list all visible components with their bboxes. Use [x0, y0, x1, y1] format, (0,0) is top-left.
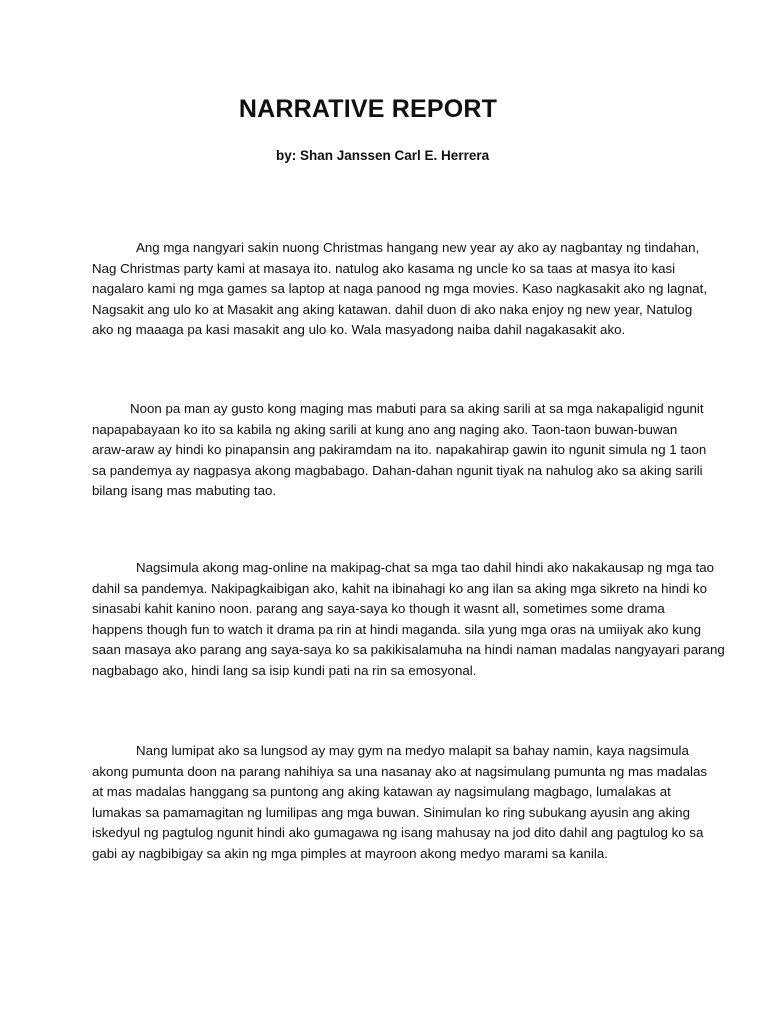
document-title: NARRATIVE REPORT: [238, 95, 498, 123]
paragraph-line: Ang mga nangyari sakin nuong Christmas hangang new year ay ako ay nagbantay ng tindahan,: [136, 240, 700, 255]
paragraph-line: happens though fun to watch it drama pa rin at hindi maganda. sila yung mga oras na umiiyak ako kung: [92, 621, 702, 637]
paragraph-4: [92, 741, 708, 865]
paragraph-line: Noon pa man ay gusto kong maging mas mabuti para sa aking sarili at sa mga nakapaligid ngunit: [130, 401, 704, 416]
paragraph-line: akong pumunta doon na parang nahihiya sa una nasanay ako at nagsimulang pumunta ng mas madalas: [92, 763, 708, 779]
paragraph-line: sinasabi kahit kanino noon. parang ang saya-saya ko though it wasnt all, sometimes some drama: [92, 601, 665, 617]
paragraph-line: gabi ay nagbibigay sa akin ng mga pimples at mayroon akong medyo marami sa kanila.: [92, 845, 608, 861]
paragraph-line: Nagsimula akong mag-online na makipag-chat sa mga tao dahil hindi ako nakakausap ng mga tao: [136, 560, 715, 575]
paragraph-line: Nagsakit ang ulo ko at Masakit ang aking katawan. dahil duon di ako naka enjoy ng new year, Natulog: [92, 301, 693, 317]
paragraph-line: saan masaya ako parang ang saya-saya ko sa pakikisalamuha na hindi naman madalas nangyayari parang: [92, 642, 725, 658]
paragraph-line: lumakas sa pamamagitan ng lumilipas ang mga buwan. Sinimulan ko ring subukang ayusin ang aking: [92, 804, 690, 820]
paragraph-line: araw-araw ay hindi ko pinapansin ang pakiramdam na ito. napakahirap gawin ito ngunit simula ng 1 taon: [92, 442, 707, 458]
paragraph-line: iskedyul ng pagtulog ngunit hindi ako gumagawa ng isang mahusay na jod dito dahil ang pagtulog ko sa: [92, 825, 704, 841]
author-byline: by: Shan Janssen Carl E. Herrera: [276, 148, 490, 163]
paragraph-line: nagalaro kami ng mga games sa laptop at naga panood ng mga movies. Kaso nagkasakit ako ng lagnat,: [92, 281, 708, 297]
paragraph-line: Nag Christmas party kami at masaya ito. natulog ako kasama ng uncle ko sa taas at masya ito kasi: [92, 260, 676, 276]
paragraph-line: sa pandemya ay nagpasya akong magbabago. Dahan-dahan ngunit tiyak na nahulog ako sa aking sarili: [92, 462, 703, 478]
paragraph-2: [92, 399, 707, 502]
paragraph-line: nagbabago ako, hindi lang sa isip kundi pati na rin sa emosyonal.: [92, 662, 477, 678]
paragraph-line: dahil sa pandemya. Nakipagkaibigan ako, kahit na ibinahagi ko ang ilan sa aking mga sikreto na hindi ko: [92, 580, 708, 596]
paragraph-line: bilang isang mas mabuting tao.: [92, 483, 277, 499]
paragraph-line: at mas madalas hanggang sa puntong ang aking katawan ay nagsimulang magbago, lumalakas at: [92, 784, 671, 800]
paragraph-line: Nang lumipat ako sa lungsod ay may gym na medyo malapit sa bahay namin, kaya nagsimula: [136, 743, 689, 758]
paragraph-1: [92, 238, 708, 341]
paragraph-3: [92, 558, 725, 682]
paragraph-line: ako ng maaaga pa kasi masakit ang ulo ko. Wala masyadong naiba dahil nagakasakit ako.: [92, 322, 626, 338]
paragraph-line: napapabayaan ko ito sa kabila ng aking sarili at kung ano ang naging ako. Taon-taon buwan-buwan: [92, 421, 678, 437]
